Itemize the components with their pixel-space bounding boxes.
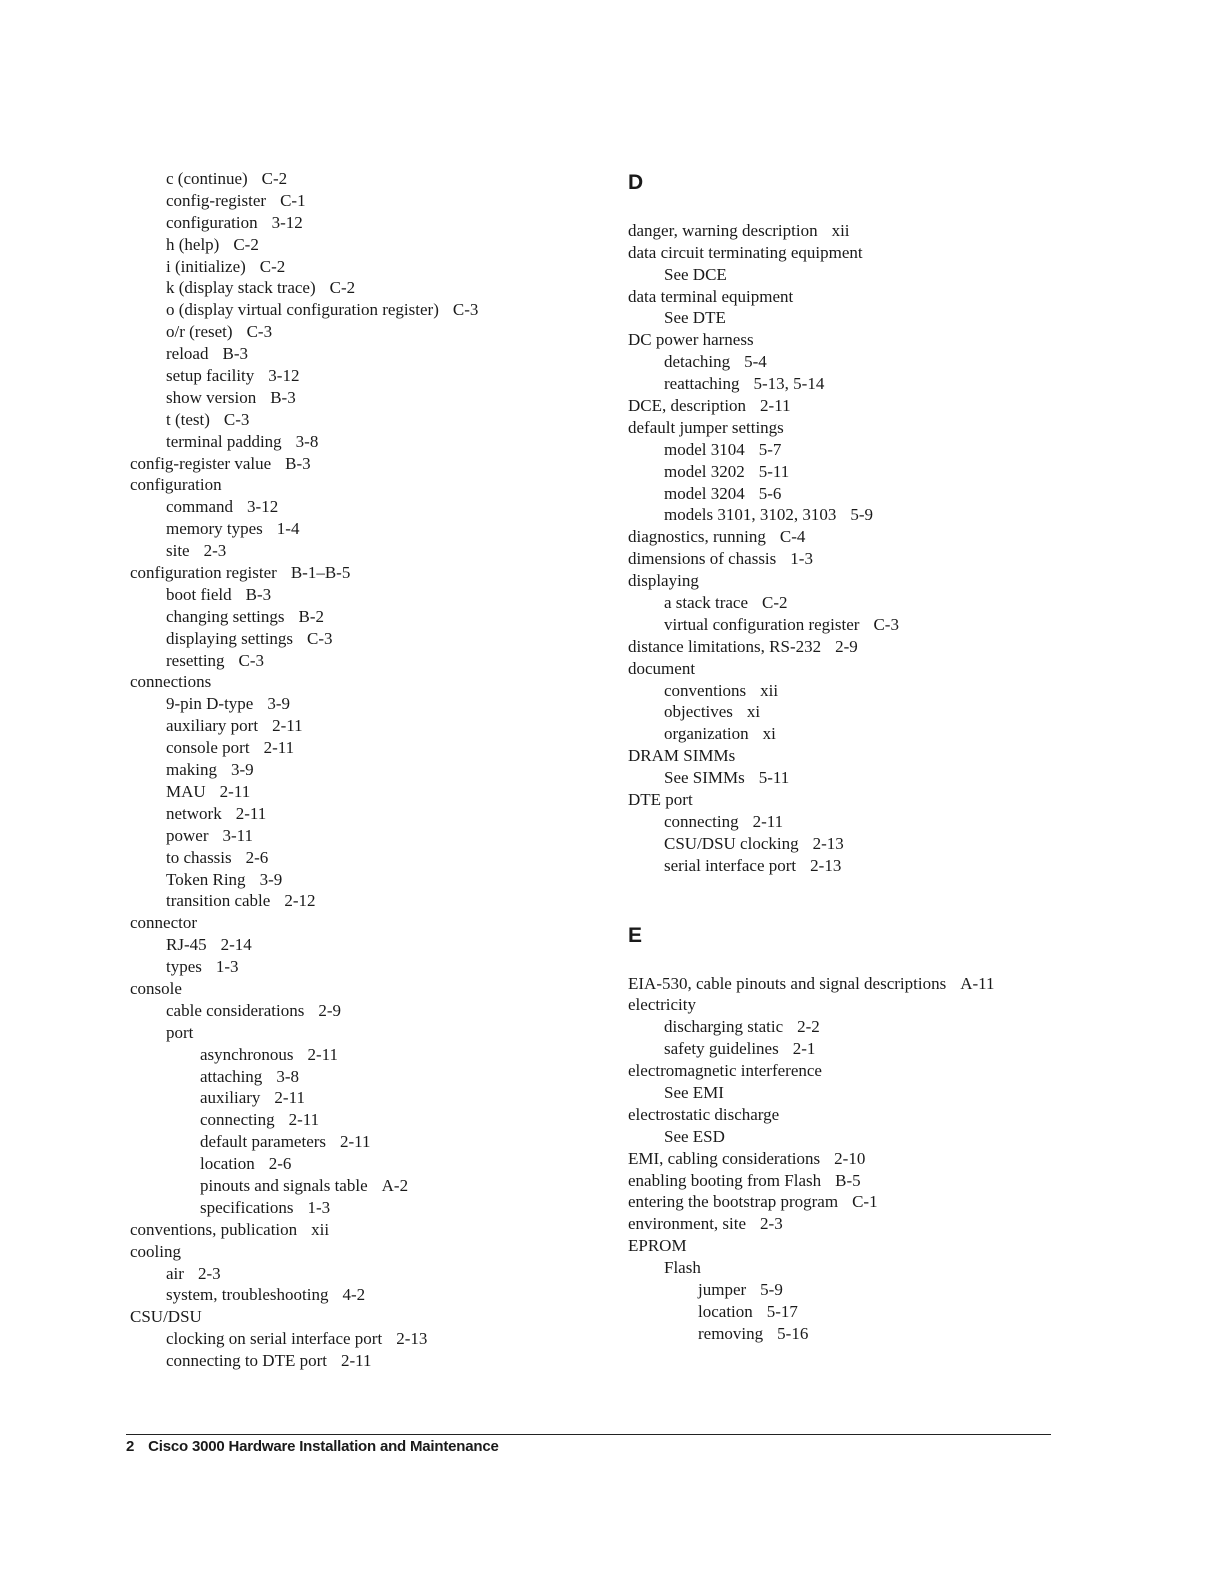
index-entry [628,1323,1098,1345]
index-entry [130,1350,570,1372]
index-left-column [130,168,570,1372]
index-page-ref: xi [762,724,776,744]
index-entry [130,212,570,234]
index-page-ref: 3-9 [259,869,283,889]
index-term: enabling booting from Flash [628,1170,822,1190]
index-term: data circuit terminating equipment [628,242,863,262]
index-entry [628,439,1098,461]
index-term: removing [698,1323,764,1343]
index-entry [130,825,570,847]
index-page-ref: 5-13, 5-14 [753,374,825,394]
index-entry [628,548,1098,570]
index-page-ref: C-3 [223,409,250,429]
index-page-ref: 3-9 [231,760,254,780]
index-term: h (help) [166,234,220,254]
index-term: specifications [200,1197,294,1217]
index-term: DCE, description [628,396,747,416]
index-term: dimensions of chassis [628,549,777,569]
index-page-ref: 2-9 [835,636,858,656]
index-term: transition cable [166,891,271,911]
index-term: distance limitations, RS-232 [628,636,822,656]
index-term: cable considerations [166,1000,305,1020]
index-term: DTE port [628,790,693,810]
index-entry [628,1279,1098,1301]
index-page-ref: 1-3 [215,957,239,977]
index-entry [130,496,570,518]
index-term: connections [130,672,212,692]
index-entry [628,592,1098,614]
index-page-ref: 2-11 [272,716,303,736]
index-page-ref: 2-11 [288,1110,320,1130]
index-page-ref: C-1 [852,1192,878,1212]
index-page-ref: 5-9 [850,505,874,525]
index-page-ref: 2-11 [235,803,267,823]
index-term: conventions, publication [130,1219,298,1239]
index-term: i (initialize) [166,256,246,276]
index-term: See DTE [664,308,726,328]
index-entry [628,395,1098,417]
index-term: connecting [200,1110,275,1130]
index-term: changing settings [166,606,285,626]
index-term: EPROM [628,1236,687,1256]
index-entry [130,1284,570,1306]
index-entry [130,365,570,387]
index-entry [130,1044,570,1066]
section-letter-e: E [628,923,643,947]
index-entry [628,658,1098,680]
index-page-ref: 3-12 [247,497,279,517]
index-term: resetting [166,650,225,670]
index-page-ref: 2-12 [284,891,316,911]
index-entry [628,680,1098,702]
index-entry [130,474,570,496]
index-entry [130,431,570,453]
index-term: serial interface port [664,855,797,875]
index-page-ref: 4-2 [342,1285,366,1305]
index-page-ref: 2-11 [341,1351,372,1371]
index-page-ref: 1-3 [790,549,813,569]
index-term: location [200,1154,255,1174]
index-entry [628,526,1098,548]
index-term: Flash [664,1258,701,1278]
section-d-entries [628,220,1098,877]
index-term: virtual configuration register [664,614,860,634]
index-page-ref: A-11 [960,973,995,993]
index-page-ref: C-1 [280,190,306,210]
index-page-ref: 2-13 [810,855,842,875]
index-entry [130,628,570,650]
index-page-ref: 3-8 [295,431,319,451]
index-entry [628,1082,1098,1104]
index-page-ref: 5-9 [760,1279,783,1299]
index-entry [628,307,1098,329]
index-term: 9-pin D-type [166,694,254,714]
footer-rule [126,1434,1051,1435]
index-entry [130,387,570,409]
index-term: connector [130,913,198,933]
index-entry [628,636,1098,658]
index-entry [130,956,570,978]
index-term: default parameters [200,1132,327,1152]
index-entry [628,1235,1098,1257]
index-term: c (continue) [166,169,248,188]
index-entry [130,606,570,628]
index-entry [628,767,1098,789]
index-page-ref: 3-12 [271,212,303,232]
index-page-ref: C-2 [762,593,788,613]
index-page-ref: C-3 [873,614,899,634]
index-entry [130,1219,570,1241]
index-page-ref: xi [746,702,761,722]
index-term: show version [166,387,257,407]
index-entry [130,869,570,891]
index-entry [628,461,1098,483]
index-term: RJ-45 [166,935,207,955]
index-entry [628,1170,1098,1192]
index-entry [628,855,1098,877]
index-entry [130,847,570,869]
index-term: cooling [130,1241,181,1261]
index-entry [130,759,570,781]
index-term: reload [166,344,209,364]
index-entry [130,190,570,212]
index-page-ref: 5-16 [777,1323,809,1343]
index-page-ref: 2-14 [220,935,252,955]
index-term: MAU [166,781,206,801]
index-term: config-register [166,190,267,210]
index-term: diagnostics, running [628,527,766,547]
index-term: See SIMMs [664,768,745,788]
index-entry [628,1060,1098,1082]
index-term: organization [664,724,749,744]
index-term: network [166,803,222,823]
index-term: setup facility [166,366,255,386]
index-term: reattaching [664,374,740,394]
index-entry [628,1016,1098,1038]
index-term: electromagnetic interference [628,1061,822,1081]
index-page-ref: 1-4 [276,519,300,539]
index-term: connecting to DTE port [166,1351,327,1371]
index-page-ref: B-1–B-5 [290,563,351,583]
index-entry [130,1109,570,1131]
index-page-ref: 3-9 [267,694,291,714]
index-entry [628,1148,1098,1170]
index-entry [130,1153,570,1175]
index-entry [130,584,570,606]
index-term: electricity [628,995,696,1015]
index-entry [628,417,1098,439]
index-term: memory types [166,519,263,539]
section-gap [628,877,1098,921]
index-entry [130,256,570,278]
index-page-ref: 3-12 [268,366,300,386]
index-entry [130,409,570,431]
index-term: CSU/DSU [130,1307,202,1327]
page-footer [126,1438,499,1455]
index-entry [628,329,1098,351]
index-page-ref: 5-17 [766,1301,798,1321]
index-entry [130,1022,570,1044]
index-term: power [166,825,209,845]
index-term: port [166,1022,194,1042]
index-entry [628,1191,1098,1213]
index-entry [130,650,570,672]
index-term: displaying [628,571,699,591]
index-entry [130,1087,570,1109]
index-term: See DCE [664,264,727,284]
index-term: conventions [664,680,747,700]
index-term: system, troubleshooting [166,1285,329,1305]
index-term: electrostatic discharge [628,1104,780,1124]
index-term: EMI, cabling considerations [628,1148,821,1168]
index-page-ref: 2-11 [263,738,295,758]
footer-book-title: Cisco 3000 Hardware Installation and Maintenance [148,1438,499,1455]
index-page-ref: 2-3 [760,1214,783,1234]
index-term: displaying settings [166,628,294,648]
index-term: connecting [664,811,739,831]
index-term: danger, warning description [628,220,818,240]
index-term: model 3104 [664,439,745,459]
index-entry [130,1066,570,1088]
index-term: console port [166,738,250,758]
index-page-ref: A-2 [381,1175,409,1195]
index-page-ref: 5-7 [758,439,782,459]
index-entry [130,540,570,562]
index-entry [628,811,1098,833]
index-right-column [628,168,1098,1345]
index-page-ref: 2-2 [797,1017,820,1037]
index-term: o/r (reset) [166,322,233,342]
index-page-ref: 2-11 [340,1132,371,1152]
index-page-ref: C-2 [259,256,286,276]
index-entry [628,973,1098,995]
section-d-gap [628,198,1098,220]
index-page-ref: 5-11 [758,768,790,788]
index-entry [628,745,1098,767]
index-entry [628,789,1098,811]
index-page-ref: B-2 [298,606,325,626]
index-page-ref: 2-11 [760,396,791,416]
index-entry [130,978,570,1000]
index-entry [130,715,570,737]
index-entry [628,1104,1098,1126]
index-page-ref: xii [831,220,850,240]
index-term: entering the bootstrap program [628,1192,839,1212]
index-entry [628,1038,1098,1060]
index-entry [130,1175,570,1197]
index-entry [628,994,1098,1016]
index-term: CSU/DSU clocking [664,833,799,853]
index-page-ref: 2-9 [318,1000,341,1020]
index-page-ref: 2-10 [834,1148,866,1168]
index-page-ref: 2-1 [792,1039,816,1059]
index-entry [130,934,570,956]
index-page-ref: C-3 [307,628,333,648]
index-term: console [130,978,182,998]
section-e-gap [628,951,1098,973]
index-entry [130,343,570,365]
index-page-ref: C-2 [233,234,259,254]
index-entry [130,737,570,759]
index-entry [628,286,1098,308]
index-term: model 3204 [664,483,745,503]
index-term: DRAM SIMMs [628,746,736,766]
index-term: types [166,957,202,977]
index-term: clocking on serial interface port [166,1329,383,1349]
index-entry [130,234,570,256]
index-term: DC power harness [628,330,754,350]
index-term: data terminal equipment [628,286,794,306]
index-entry [628,723,1098,745]
index-entry [130,1263,570,1285]
index-entry [628,242,1098,264]
index-entry [130,693,570,715]
index-page-ref: 2-13 [396,1329,428,1349]
index-entry [628,504,1098,526]
index-page-ref: 3-11 [222,825,254,845]
index-entry [130,1197,570,1219]
index-entry [628,1213,1098,1235]
index-page-ref: B-3 [285,453,311,473]
index-page-ref: 2-13 [812,833,844,853]
section-letter-d: D [628,171,644,194]
index-term: See EMI [664,1082,724,1102]
index-entry [628,220,1098,242]
index-page-ref: 2-11 [307,1044,339,1064]
index-term: configuration [130,475,222,495]
index-entry [130,1241,570,1263]
index-term: making [166,760,217,780]
index-page-ref: B-5 [835,1170,861,1190]
index-term: model 3202 [664,461,745,481]
index-entry [130,518,570,540]
index-term: environment, site [628,1214,747,1234]
index-entry [628,1257,1098,1279]
index-entry [628,264,1098,286]
index-page-ref: 2-11 [219,781,251,801]
index-term: to chassis [166,847,232,867]
index-entry [628,483,1098,505]
index-entry [130,562,570,584]
index-page-ref: B-3 [222,344,248,364]
index-page-ref: B-3 [245,584,272,604]
index-term: jumper [698,1279,747,1299]
index-page-ref: 3-8 [276,1066,299,1086]
index-page-ref: 1-3 [307,1197,331,1217]
index-term: config-register value [130,453,272,473]
index-term: o (display virtual configuration register) [166,300,439,320]
index-term: auxiliary port [166,716,259,736]
index-term: pinouts and signals table [200,1175,368,1195]
index-page-ref: 5-11 [758,461,790,481]
index-page-ref: C-3 [238,650,265,670]
index-term: EIA-530, cable pinouts and signal descriptions [628,973,947,993]
index-page-ref: 2-3 [197,1263,221,1283]
index-term: objectives [664,702,733,722]
index-term: default jumper settings [628,417,784,437]
index-page-ref: C-2 [261,169,288,188]
section-e-entries [628,973,1098,1345]
index-entry [628,614,1098,636]
index-term: safety guidelines [664,1039,779,1059]
index-entry [628,1301,1098,1323]
index-term: discharging static [664,1017,784,1037]
index-entry [130,321,570,343]
index-term: k (display stack trace) [166,278,316,298]
index-entry [130,453,570,475]
index-term: a stack trace [664,593,748,613]
index-entry [130,1131,570,1153]
index-term: asynchronous [200,1044,294,1064]
index-page-ref: xii [760,680,779,700]
index-term: attaching [200,1066,263,1086]
index-term: detaching [664,352,731,372]
index-term: terminal padding [166,431,282,451]
index-page-ref: xii [311,1219,330,1239]
index-term: location [698,1301,753,1321]
index-page-ref: C-3 [246,322,273,342]
index-entry [130,1000,570,1022]
index-entry [628,1126,1098,1148]
index-entry [130,890,570,912]
index-entry [130,168,570,190]
index-page-ref: C-4 [779,527,806,547]
index-term: boot field [166,584,232,604]
index-page-ref: 2-3 [203,541,227,561]
index-entry [628,701,1098,723]
index-page-ref: B-3 [270,387,296,407]
index-page-ref: C-3 [452,300,479,320]
index-term: air [166,1263,184,1283]
index-page-ref: 2-6 [268,1154,292,1174]
index-term: configuration register [130,563,277,583]
index-term: Token Ring [166,869,246,889]
index-entry [628,351,1098,373]
index-page-ref: 5-4 [744,352,767,372]
index-entry [130,299,570,321]
index-entry [130,803,570,825]
index-entry [130,781,570,803]
index-page-ref: 2-11 [274,1088,305,1108]
index-entry [130,1306,570,1328]
index-page-ref: C-2 [329,278,356,298]
index-page-ref: 5-6 [758,483,782,503]
index-page-ref: 2-6 [245,847,269,867]
index-term: See ESD [664,1126,725,1146]
index-entry [130,1328,570,1350]
index-term: command [166,497,234,517]
index-page-ref: 2-11 [752,811,784,831]
index-entry [628,833,1098,855]
index-entry [130,671,570,693]
index-entry [130,277,570,299]
index-entry [628,373,1098,395]
index-term: configuration [166,212,258,232]
index-term: models 3101, 3102, 3103 [664,505,837,525]
index-entry [628,570,1098,592]
index-entry [130,912,570,934]
footer-page-number: 2 [126,1438,135,1455]
index-term: document [628,658,696,678]
index-term: auxiliary [200,1088,261,1108]
index-term: site [166,541,190,561]
index-term: t (test) [166,409,210,429]
